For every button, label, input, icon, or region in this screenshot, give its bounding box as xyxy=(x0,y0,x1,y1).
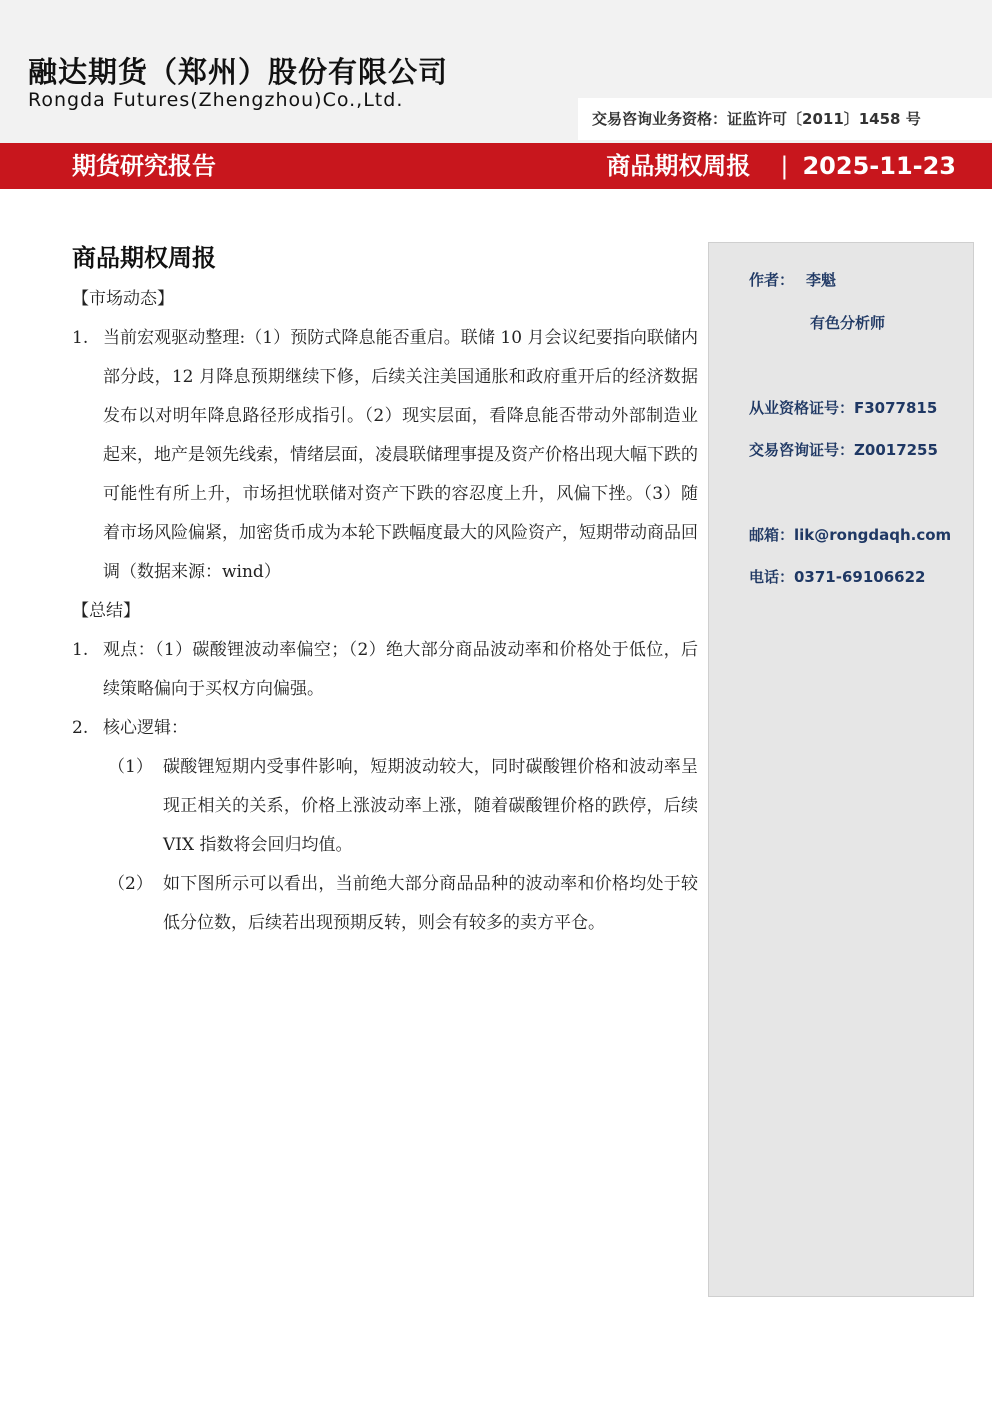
item-number: 1. xyxy=(72,328,89,348)
sub-item-text: 碳酸锂短期内受事件影响，短期波动较大，同时碳酸锂价格和波动率呈现正相关的关系，价格上涨波动率上涨，随着碳酸锂价格的跌停，后续 VIX 指数将会回归均值。 xyxy=(163,757,698,855)
report-banner xyxy=(0,143,992,189)
main-content xyxy=(72,236,698,943)
banner-right xyxy=(606,143,956,189)
item-number: 1. xyxy=(72,640,89,660)
sub-list-item xyxy=(72,748,698,865)
author-line xyxy=(749,269,836,290)
banner-left-title: 期货研究报告 xyxy=(72,152,216,180)
company-name-cn: 融达期货（郑州）股份有限公司 xyxy=(28,55,449,89)
list-item xyxy=(72,709,698,748)
banner-date: 2025-11-23 xyxy=(802,152,956,180)
company-name-en: Rongda Futures(Zhengzhou)Co.,Ltd. xyxy=(28,89,404,111)
author-title: 有色分析师 xyxy=(810,314,886,332)
report-title: 商品期权周报 xyxy=(72,244,216,272)
item-text: 当前宏观驱动整理:（1）预防式降息能否重启。联储 10 月会议纪要指向联储内部分歧，12 月降息预期继续下修，后续关注美国通胀和政府重开后的经济数据发布以对明年降息路径形成指引。（2）现实层面，看降息能否带动外部制造业起来，地产是领先线索，情绪层面，凌晨联储理事提及资产价格出现大幅下跌的可能性有所上升，市场担忧联储对资产下跌的容忍度上升，风偏下挫。（3）随着市场风险偏紧，加密货币成为本轮下跌幅度最大的风险资产，短期带动商品回调（数据来源：wind） xyxy=(103,328,698,582)
sub-item-number: （1） xyxy=(108,757,153,777)
author-label: 作者： xyxy=(749,271,795,289)
sub-item-text: 如下图所示可以看出，当前绝大部分商品品种的波动率和价格均处于较低分位数，后续若出现预期反转，则会有较多的卖方平仓。 xyxy=(163,874,698,933)
phone: 电话：0371-69106622 xyxy=(749,568,926,586)
banner-separator: | xyxy=(780,152,789,180)
sub-item-number: （2） xyxy=(108,874,153,894)
author-name: 李魁 xyxy=(806,271,837,289)
item-number: 2. xyxy=(72,718,89,738)
sub-list-item xyxy=(72,865,698,943)
cert-number: 从业资格证号：F3077815 xyxy=(749,399,938,417)
banner-report-type: 商品期权周报 xyxy=(606,152,751,180)
license-info: 交易咨询业务资格：证监许可〔2011〕1458 号 xyxy=(578,98,992,140)
list-item xyxy=(72,319,698,592)
list-item xyxy=(72,631,698,709)
summary-section-heading: 【总结】 xyxy=(72,601,140,621)
consult-cert-number: 交易咨询证号：Z0017255 xyxy=(749,441,938,459)
market-section-heading: 【市场动态】 xyxy=(72,289,174,309)
item-text: 观点：（1）碳酸锂波动率偏空；（2）绝大部分商品波动率和价格处于低位，后续策略偏向于买权方向偏强。 xyxy=(103,640,698,699)
author-sidebar xyxy=(708,242,974,1297)
email: 邮箱：lik@rongdaqh.com xyxy=(749,526,952,544)
item-text: 核心逻辑： xyxy=(103,718,188,738)
